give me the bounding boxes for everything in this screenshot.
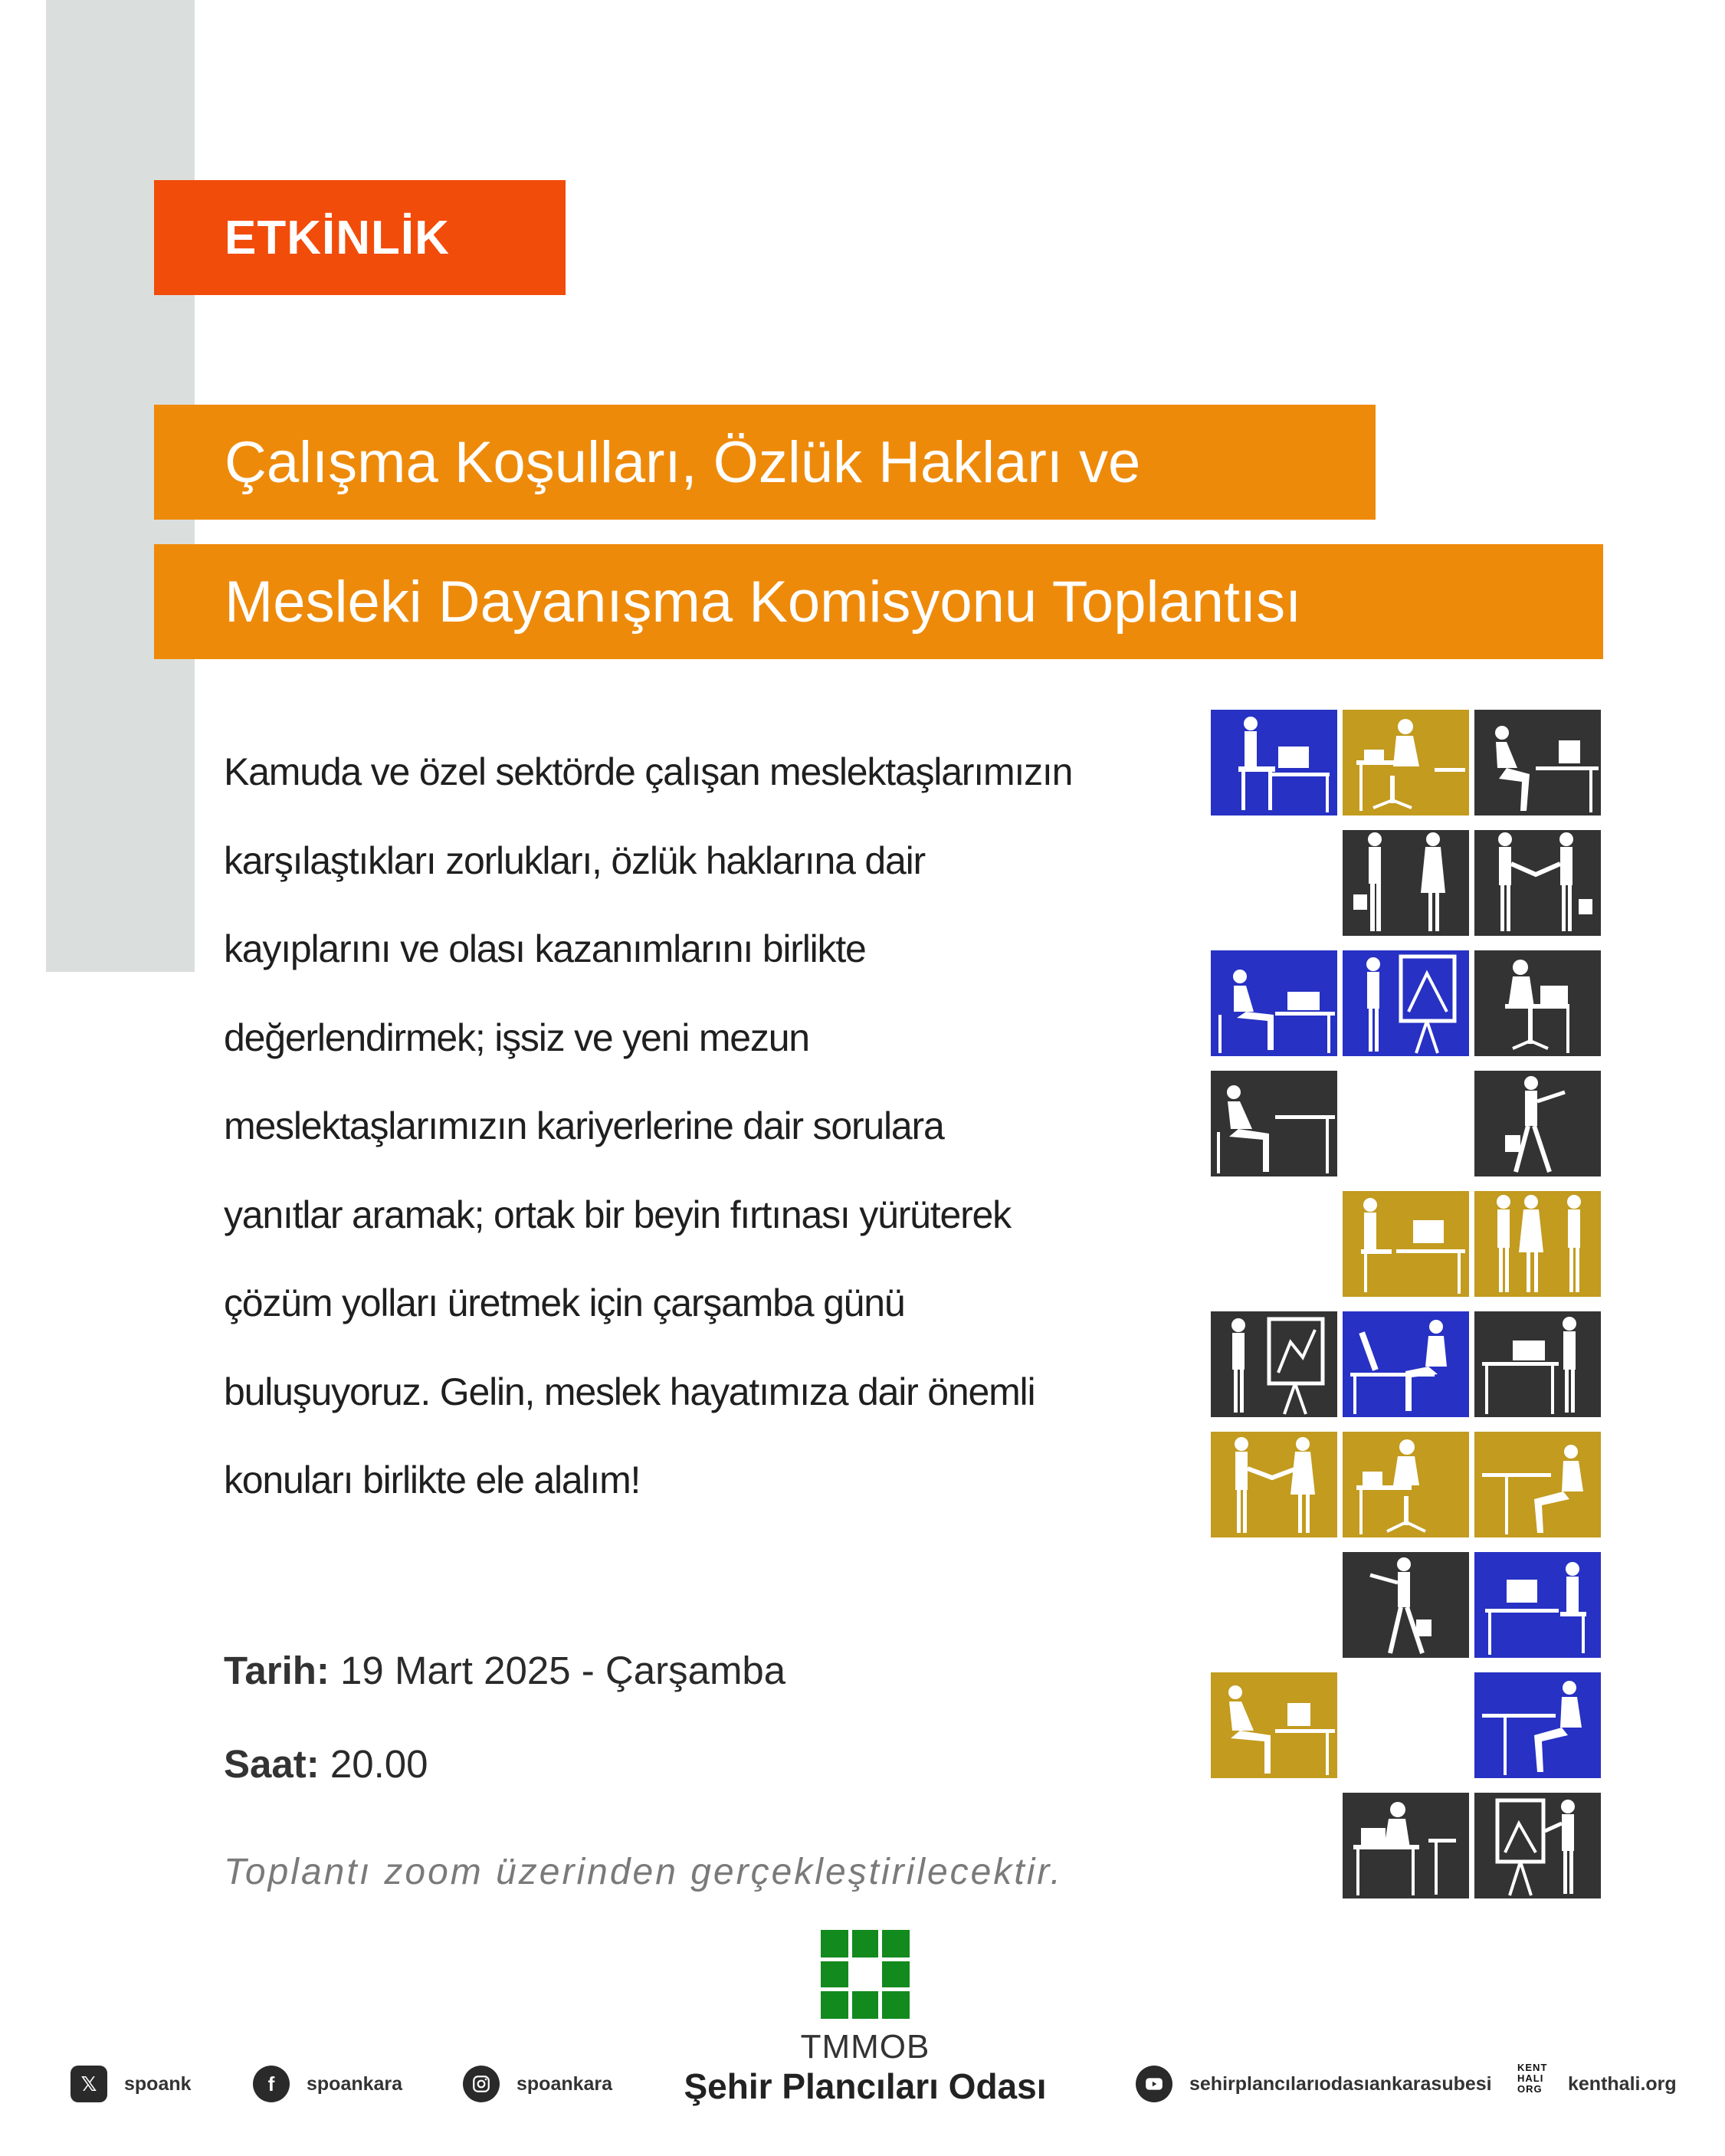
time-label: Saat: <box>224 1742 320 1786</box>
worker-standing-desk-illustration <box>1474 1311 1601 1417</box>
worker-pointing-illustration <box>1343 1552 1469 1658</box>
description-line: konuları birlikte ele alalım! <box>224 1459 641 1501</box>
worker-laptop-blue-illustration <box>1474 1672 1601 1778</box>
social-instagram[interactable] <box>463 2065 612 2103</box>
worker-walking-illustration <box>1474 1071 1601 1176</box>
event-tag-label: ETKİNLİK <box>225 211 450 264</box>
worker-typing-illustration <box>1474 950 1601 1056</box>
meeting-illustration <box>1211 1432 1337 1537</box>
social-instagram-label: spoankara <box>517 2072 613 2095</box>
description-line: yanıtlar aramak; ortak bir beyin fırtınası yürüterek <box>224 1193 1011 1236</box>
description-line: karşılaştıkları zorlukları, özlük haklarına dair <box>224 838 925 882</box>
presenter-at-board-illustration <box>1343 950 1469 1056</box>
social-x[interactable] <box>71 2065 192 2103</box>
kenthali-icon: KENT HALI ORG <box>1517 2062 1548 2095</box>
description-line: buluşuyoruz. Gelin, meslek hayatımıza dair önemli <box>224 1370 1035 1413</box>
event-date <box>224 1648 785 1693</box>
worker-with-bag-illustration <box>1343 830 1469 936</box>
title-bar-line-1 <box>154 405 1376 520</box>
presenter-illustration <box>1211 1311 1337 1417</box>
org-name-line-1: TMMOB <box>800 2028 930 2066</box>
worker-on-laptop-illustration <box>1343 710 1469 815</box>
worker-laptop-desk-illustration <box>1211 950 1337 1056</box>
org-name-line-2: Şehir Plancıları Odası <box>684 2066 1047 2106</box>
youtube-icon <box>1136 2066 1172 2102</box>
worker-office-desk-illustration <box>1343 1793 1469 1898</box>
description-line: meslektaşlarımızın kariyerlerine dair sorulara <box>224 1104 944 1147</box>
worker-at-screen-illustration <box>1343 1311 1469 1417</box>
instagram-icon <box>463 2066 500 2102</box>
meeting-note: Toplantı zoom üzerinden gerçekleştirilecektir. <box>224 1852 1063 1892</box>
presenter-flipchart-illustration <box>1474 1793 1601 1898</box>
page-title-line-2: Mesleki Dayanışma Komisyonu Toplantısı <box>225 569 1302 635</box>
worker-at-monitor-illustration <box>1343 1191 1469 1297</box>
event-tag <box>154 180 566 295</box>
worker-on-chair-illustration <box>1343 1432 1469 1537</box>
description-line: çözüm yolları üretmek için çarşamba günü <box>224 1281 905 1324</box>
x-icon: 𝕏 <box>71 2066 107 2102</box>
time-value: 20.00 <box>319 1742 428 1786</box>
social-youtube-label: sehirplancılarıodasıankarasubesi <box>1189 2072 1492 2095</box>
date-label: Tarih: <box>224 1649 330 1692</box>
worker-sitting-illustration <box>1474 710 1601 815</box>
worker-at-desk-illustration <box>1211 710 1337 815</box>
description-line: değerlendirmek; işsiz ve yeni mezun <box>224 1016 809 1059</box>
worker-computer-illustration <box>1474 1552 1601 1658</box>
worker-seated-gold-illustration <box>1211 1672 1337 1778</box>
social-facebook[interactable] <box>253 2065 402 2103</box>
title-bar-line-2 <box>154 544 1603 659</box>
handshake-illustration <box>1474 830 1601 936</box>
colleagues-talking-illustration <box>1474 1191 1601 1297</box>
date-value: 19 Mart 2025 - Çarşamba <box>329 1649 786 1692</box>
worker-reading-illustration <box>1211 1071 1337 1176</box>
page-title-line-1: Çalışma Koşulları, Özlük Hakları ve <box>225 429 1141 495</box>
social-youtube[interactable] <box>1136 2065 1492 2103</box>
facebook-icon: f <box>253 2066 290 2102</box>
tmmob-logo <box>821 1930 910 2019</box>
social-kenthali[interactable] <box>1517 2062 1677 2103</box>
event-description <box>224 749 1182 1546</box>
social-x-label: spoank <box>124 2072 192 2095</box>
social-facebook-label: spoankara <box>307 2072 403 2095</box>
description-line: Kamuda ve özel sektörde çalışan meslektaşlarımızın <box>224 750 1073 793</box>
event-time <box>224 1741 428 1787</box>
worker-relaxed-illustration <box>1474 1432 1601 1537</box>
description-line: kayıplarını ve olası kazanımlarını birlikte <box>224 927 866 970</box>
social-kenthali-label: kenthali.org <box>1568 2072 1677 2095</box>
